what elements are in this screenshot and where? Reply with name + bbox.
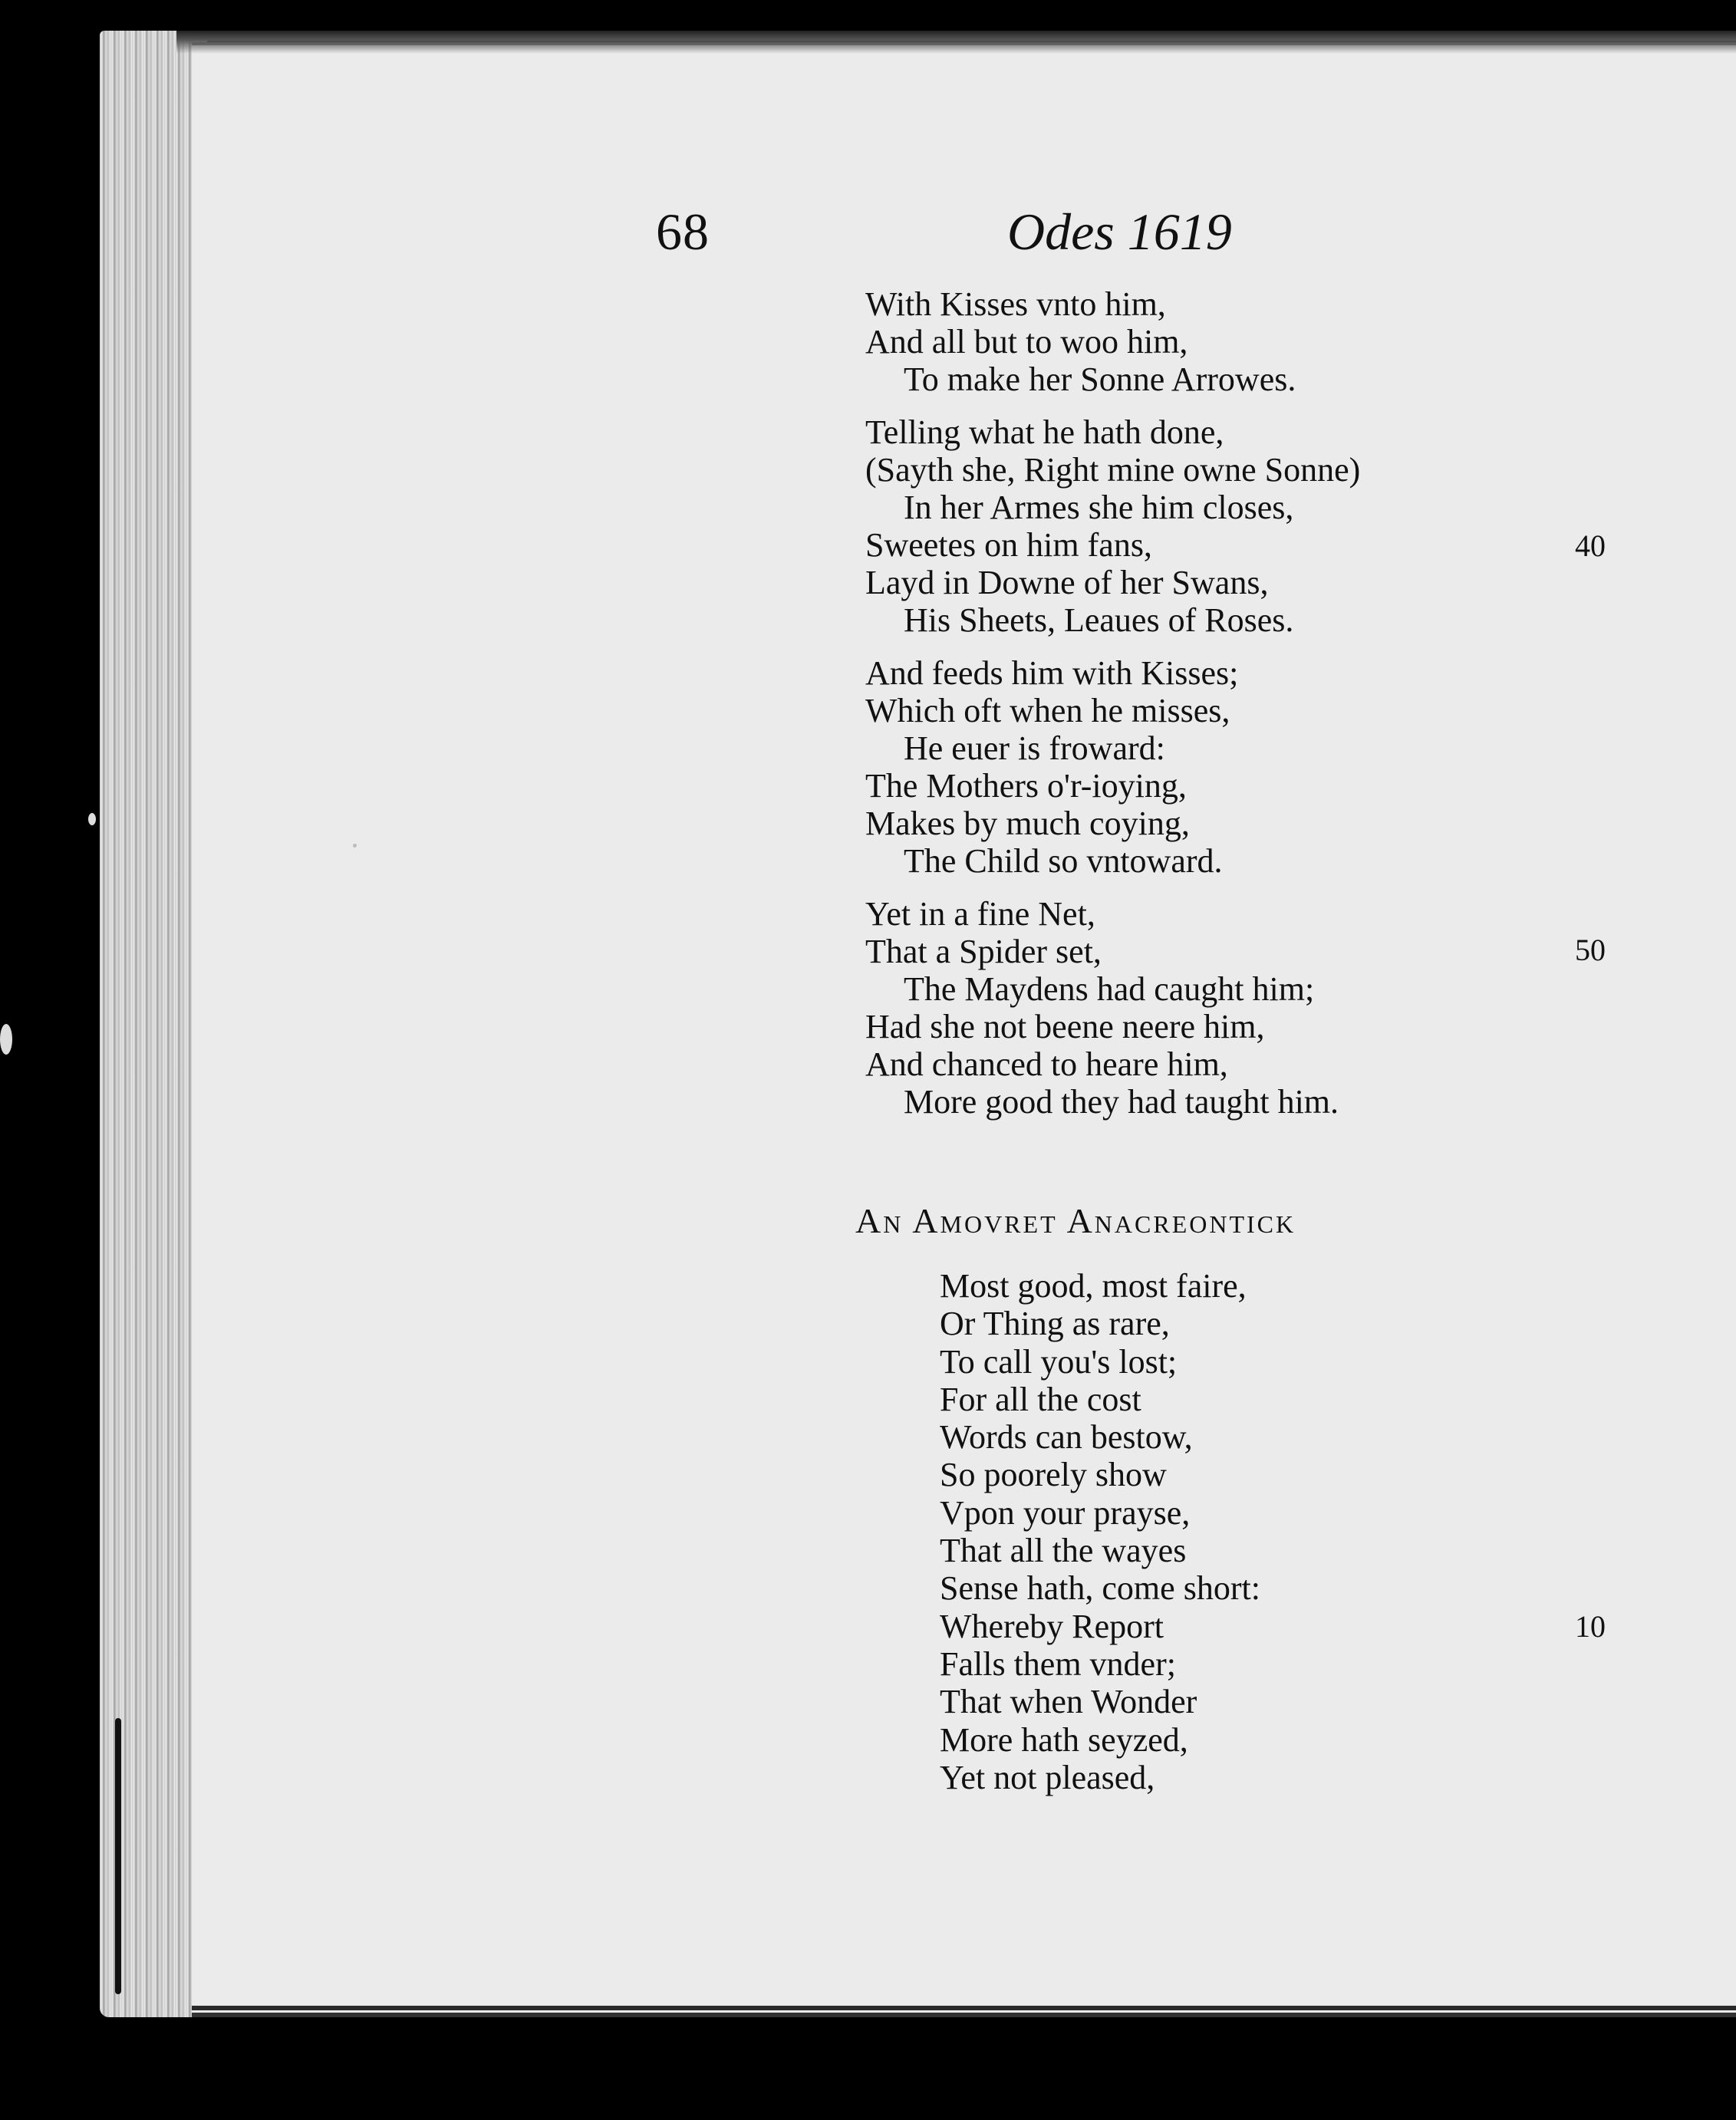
verse-line: Which oft when he misses, [865, 692, 1230, 729]
verse-line: Layd in Downe of her Swans, [865, 564, 1269, 601]
verse-line: He euer is froward: [904, 729, 1165, 767]
verse-line: For all the cost [940, 1380, 1141, 1418]
verse-line: Most good, most faire, [940, 1267, 1247, 1305]
verse-line: (Sayth she, Right mine owne Sonne) [865, 451, 1361, 489]
line-number: 40 [1575, 528, 1606, 563]
verse-line: Falls them vnder; [940, 1644, 1176, 1683]
verse-line: And feeds him with Kisses; [865, 654, 1239, 692]
book-page-edges [100, 31, 207, 2017]
verse-line: Words can bestow, [940, 1418, 1193, 1457]
line-number: 50 [1575, 933, 1606, 967]
verse-line: More good they had taught him. [904, 1083, 1339, 1121]
verse-line: Telling what he hath done, [865, 413, 1224, 451]
verse-line: That when Wonder [940, 1683, 1197, 1721]
verse-line: So poorely show [940, 1456, 1167, 1494]
verse-line: Sense hath, come short: [940, 1569, 1260, 1608]
verse-line: The Mothers o'r-ioying, [865, 767, 1187, 805]
verse-line: Whereby Report [940, 1607, 1164, 1645]
stanza [865, 285, 1360, 398]
page-bottom-edge [192, 2006, 1736, 2010]
verse-line: The Child so vntoward. [904, 842, 1223, 880]
stanza [865, 413, 1360, 639]
top-edge-shadow [176, 31, 1736, 54]
verse-line: Had she not beene neere him, [865, 1008, 1265, 1045]
scan-speck [88, 813, 96, 825]
verse-line: And chanced to heare him, [865, 1045, 1228, 1083]
verse-line: To make her Sonne Arrowes. [904, 360, 1296, 398]
verse-line: Vpon your prayse, [940, 1493, 1191, 1532]
poem-amouret [940, 1267, 1260, 1796]
verse-line: Sweetes on him fans, [865, 526, 1152, 564]
scan-speck [0, 1024, 12, 1055]
binding-shadow [115, 1718, 121, 1994]
scan-speck [353, 844, 357, 848]
verse-line: More hath seyzed, [940, 1720, 1188, 1759]
verse-line: With Kisses vnto him, [865, 285, 1166, 323]
verse-line: That all the wayes [940, 1532, 1187, 1570]
stanza [865, 895, 1360, 1121]
line-number: 10 [1575, 1609, 1606, 1644]
section-title: An Amovret Anacreontick [855, 1201, 1296, 1240]
poem-continuation [865, 285, 1360, 1136]
verse-line: To call you's lost; [940, 1342, 1178, 1381]
verse-line: In her Armes she him closes, [904, 489, 1294, 526]
running-head: Odes 1619 [1007, 202, 1232, 261]
verse-line: Or Thing as rare, [940, 1305, 1170, 1343]
stanza [865, 654, 1360, 880]
verse-line: The Maydens had caught him; [904, 970, 1315, 1008]
verse-line: That a Spider set, [865, 933, 1102, 970]
verse-line: And all but to woo him, [865, 323, 1188, 360]
verse-line: Makes by much coying, [865, 805, 1190, 842]
verse-line: Yet in a fine Net, [865, 895, 1095, 933]
verse-line: Yet not pleased, [940, 1758, 1155, 1796]
verse-line: His Sheets, Leaues of Roses. [904, 601, 1294, 639]
page-number: 68 [656, 202, 710, 261]
